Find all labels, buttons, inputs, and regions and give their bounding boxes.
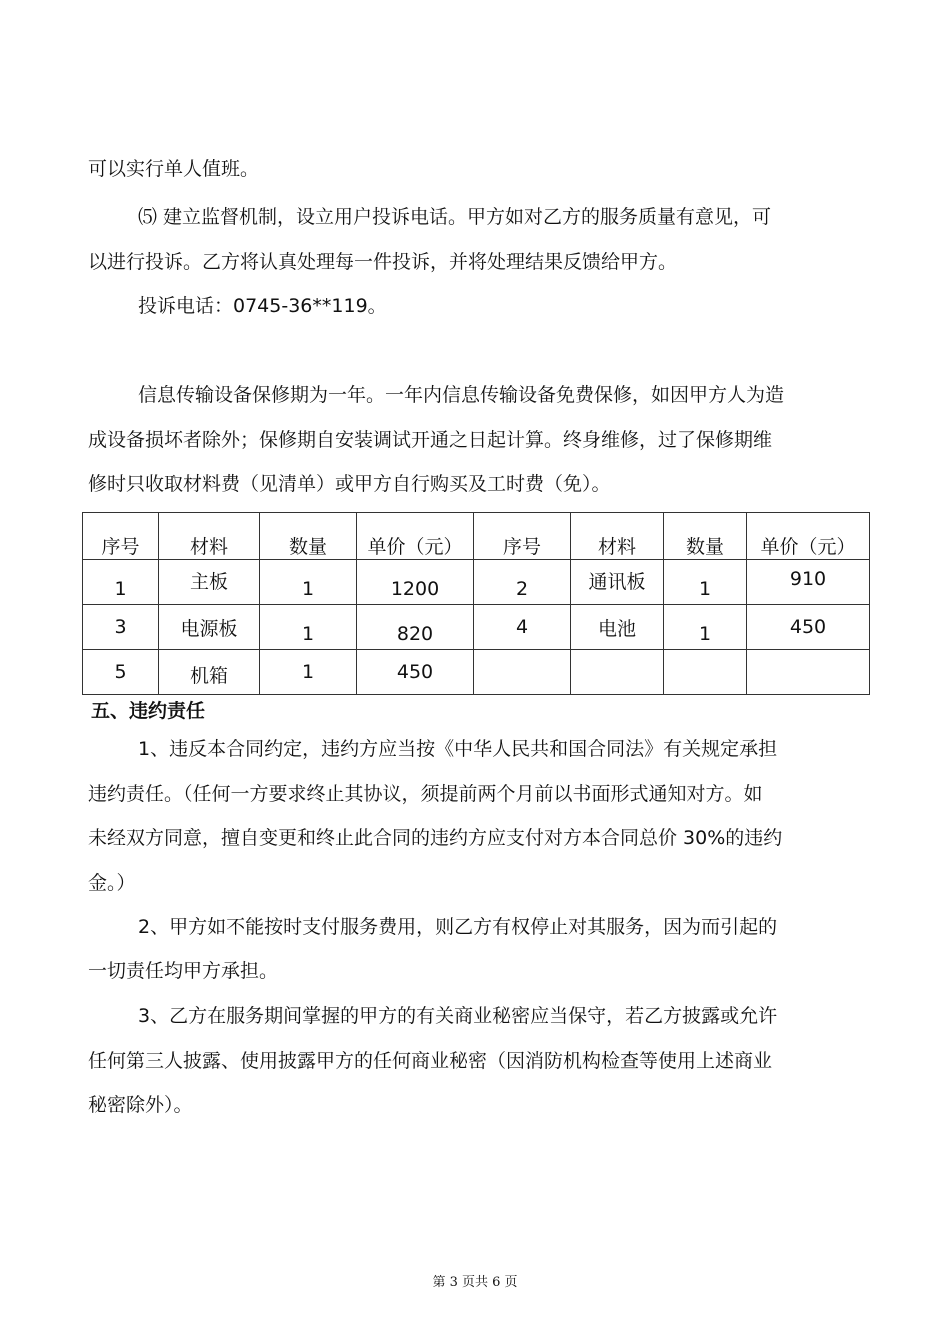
table-cell: 1: [260, 650, 357, 695]
table-cell: 1: [664, 560, 747, 605]
paragraph-line: 违约责任。（任何一方要求终止其协议，须提前两个月前以书面形式通知对方。如: [88, 783, 763, 805]
paragraph-line: 一切责任均甲方承担。: [88, 960, 279, 982]
paragraph-line: 未经双方同意，擅自变更和终止此合同的违约方应支付对方本合同总价 30%的违约: [88, 827, 783, 849]
header-cell: 数量: [664, 513, 747, 560]
header-cell: 单价（元）: [747, 513, 870, 560]
section-heading: 五、违约责任: [91, 700, 206, 722]
table-cell: 机箱: [159, 650, 260, 695]
table-cell: [571, 650, 664, 695]
table-cell: 1: [664, 605, 747, 650]
table-cell: 通讯板: [571, 560, 664, 605]
table-cell: 4: [474, 605, 571, 650]
table-cell: 3: [83, 605, 159, 650]
paragraph-line: 3、乙方在服务期间掌握的甲方的有关商业秘密应当保守，若乙方披露或允许: [138, 1005, 778, 1027]
table-cell: 1: [83, 560, 159, 605]
table-cell: 2: [474, 560, 571, 605]
materials-price-table: [82, 512, 870, 695]
header-cell: 单价（元）: [357, 513, 474, 560]
table-cell: 450: [747, 605, 870, 650]
header-cell: 序号: [474, 513, 571, 560]
paragraph-line: 修时只收取材料费（见清单）或甲方自行购买及工时费（免）。: [88, 473, 611, 495]
table-cell: 1: [260, 560, 357, 605]
header-cell: 材料: [571, 513, 664, 560]
table-cell: 5: [83, 650, 159, 695]
table-cell: 1: [260, 605, 357, 650]
paragraph-line: ⑸ 建立监督机制，设立用户投诉电话。甲方如对乙方的服务质量有意见，可: [138, 206, 772, 228]
header-cell: 材料: [159, 513, 260, 560]
table-cell: [747, 650, 870, 695]
paragraph-line: 以进行投诉。乙方将认真处理每一件投诉，并将处理结果反馈给甲方。: [88, 251, 678, 273]
paragraph-line: 可以实行单人值班。: [88, 158, 260, 180]
table-row: [83, 560, 870, 605]
table-cell: 电池: [571, 605, 664, 650]
table-cell: 820: [357, 605, 474, 650]
table-cell: 主板: [159, 560, 260, 605]
table-cell: [664, 650, 747, 695]
paragraph-line: 1、违反本合同约定，违约方应当按《中华人民共和国合同法》有关规定承担: [138, 738, 778, 760]
table-cell: 910: [747, 560, 870, 605]
table-cell: 450: [357, 650, 474, 695]
complaint-phone: 投诉电话：0745-36**119。: [138, 295, 387, 317]
paragraph-line: 金。）: [88, 872, 136, 894]
table-header-row: [83, 513, 870, 560]
header-cell: 数量: [260, 513, 357, 560]
paragraph-line: 信息传输设备保修期为一年。一年内信息传输设备免费保修，如因甲方人为造: [138, 384, 785, 406]
header-cell: 序号: [83, 513, 159, 560]
table-row: [83, 605, 870, 650]
paragraph-line: 2、甲方如不能按时支付服务费用，则乙方有权停止对其服务，因为而引起的: [138, 916, 778, 938]
paragraph-line: 成设备损坏者除外；保修期自安装调试开通之日起计算。终身维修，过了保修期维: [88, 429, 773, 451]
table-cell: 电源板: [159, 605, 260, 650]
page-number-footer: 第 3 页共 6 页: [432, 1275, 518, 1290]
table-row: [83, 650, 870, 695]
table-cell: [474, 650, 571, 695]
paragraph-line: 秘密除外）。: [88, 1094, 193, 1116]
table-cell: 1200: [357, 560, 474, 605]
paragraph-line: 任何第三人披露、使用披露甲方的任何商业秘密（因消防机构检查等使用上述商业: [88, 1050, 773, 1072]
